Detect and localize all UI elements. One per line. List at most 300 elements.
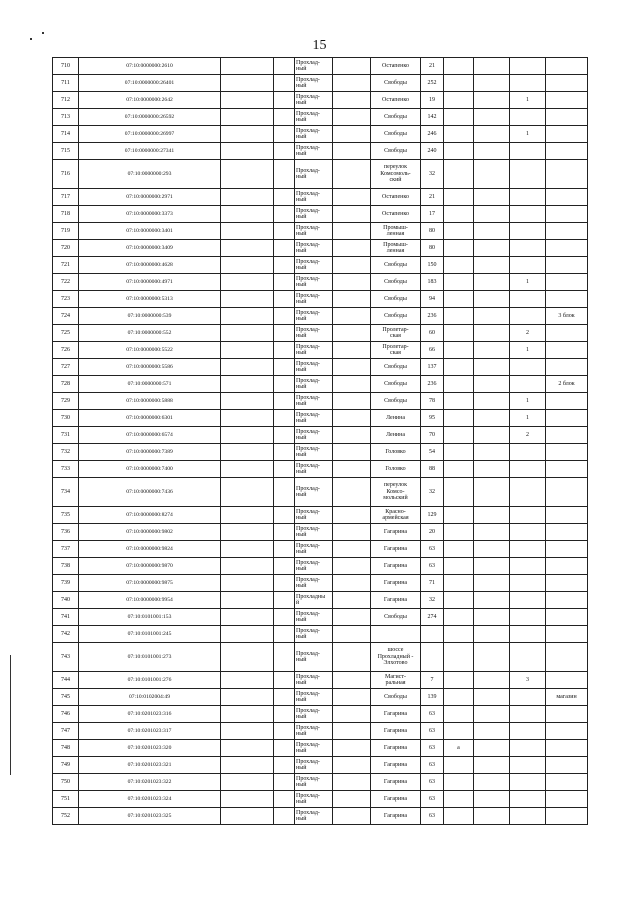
empty-cell: [221, 689, 274, 706]
locality-cell: Прохлад- ный: [295, 359, 333, 376]
locality-cell: Прохлад- ный: [295, 160, 333, 189]
empty-cell: [221, 592, 274, 609]
cadastral-number-cell: 07:10:0000000:2642: [79, 92, 221, 109]
street-cell: Гагарина: [371, 524, 421, 541]
empty-cell: [474, 427, 510, 444]
empty-cell: [474, 291, 510, 308]
table-row: [53, 444, 588, 461]
locality-cell: Прохлад- ный: [295, 274, 333, 291]
empty-cell: [333, 689, 371, 706]
street-cell: Остапенко: [371, 92, 421, 109]
letter-cell: [444, 541, 474, 558]
cadastral-number-cell: 07:10:0201023:320: [79, 740, 221, 757]
locality-cell: Прохлад- ный: [295, 723, 333, 740]
row-number-cell: 744: [53, 672, 79, 689]
row-number-cell: 724: [53, 308, 79, 325]
row-number-cell: 715: [53, 143, 79, 160]
count-cell: [510, 757, 546, 774]
empty-cell: [274, 189, 295, 206]
empty-cell: [274, 359, 295, 376]
scan-mark: [42, 32, 44, 34]
count-cell: [510, 478, 546, 507]
house-number-cell: 60: [421, 325, 444, 342]
empty-cell: [221, 75, 274, 92]
note-cell: [546, 791, 588, 808]
empty-cell: [221, 626, 274, 643]
street-cell: Гагарина: [371, 575, 421, 592]
note-cell: [546, 274, 588, 291]
house-number-cell: 63: [421, 808, 444, 825]
letter-cell: [444, 189, 474, 206]
empty-cell: [474, 393, 510, 410]
count-cell: [510, 609, 546, 626]
row-number-cell: 735: [53, 507, 79, 524]
letter-cell: [444, 109, 474, 126]
cadastral-number-cell: 07:10:0201023:324: [79, 791, 221, 808]
letter-cell: [444, 291, 474, 308]
house-number-cell: 63: [421, 558, 444, 575]
empty-cell: [474, 75, 510, 92]
note-cell: [546, 393, 588, 410]
locality-cell: Прохлад- ный: [295, 257, 333, 274]
empty-cell: [333, 92, 371, 109]
empty-cell: [274, 240, 295, 257]
table-row: [53, 58, 588, 75]
empty-cell: [274, 757, 295, 774]
empty-cell: [474, 791, 510, 808]
letter-cell: [444, 791, 474, 808]
empty-cell: [474, 376, 510, 393]
table-row: [53, 592, 588, 609]
empty-cell: [474, 592, 510, 609]
street-cell: Остапенко: [371, 189, 421, 206]
house-number-cell: 95: [421, 410, 444, 427]
row-number-cell: 716: [53, 160, 79, 189]
empty-cell: [274, 461, 295, 478]
count-cell: [510, 308, 546, 325]
row-number-cell: 740: [53, 592, 79, 609]
cadastral-number-cell: 07:10:0000000:4628: [79, 257, 221, 274]
note-cell: [546, 444, 588, 461]
cadastral-number-cell: 07:10:0000000:7400: [79, 461, 221, 478]
cadastral-number-cell: 07:10:0000000:26997: [79, 126, 221, 143]
empty-cell: [474, 575, 510, 592]
count-cell: [510, 461, 546, 478]
house-number-cell: 236: [421, 376, 444, 393]
empty-cell: [333, 376, 371, 393]
empty-cell: [333, 808, 371, 825]
street-cell: Ленина: [371, 410, 421, 427]
house-number-cell: 70: [421, 427, 444, 444]
count-cell: [510, 291, 546, 308]
count-cell: 2: [510, 427, 546, 444]
row-number-cell: 728: [53, 376, 79, 393]
row-number-cell: 749: [53, 757, 79, 774]
empty-cell: [274, 774, 295, 791]
empty-cell: [474, 740, 510, 757]
note-cell: [546, 461, 588, 478]
empty-cell: [274, 808, 295, 825]
table-row: [53, 189, 588, 206]
locality-cell: Прохлад- ный: [295, 143, 333, 160]
house-number-cell: 63: [421, 723, 444, 740]
cadastral-number-cell: 07:10:0000000:2610: [79, 58, 221, 75]
count-cell: [510, 740, 546, 757]
empty-cell: [274, 410, 295, 427]
house-number-cell: 139: [421, 689, 444, 706]
empty-cell: [274, 626, 295, 643]
table-row: [53, 126, 588, 143]
letter-cell: [444, 75, 474, 92]
street-cell: Гагарина: [371, 706, 421, 723]
empty-cell: [274, 541, 295, 558]
house-number-cell: 32: [421, 478, 444, 507]
street-cell: Гагарина: [371, 774, 421, 791]
street-cell: Свободы: [371, 75, 421, 92]
empty-cell: [274, 706, 295, 723]
note-cell: [546, 723, 588, 740]
empty-cell: [221, 376, 274, 393]
row-number-cell: 729: [53, 393, 79, 410]
empty-cell: [474, 609, 510, 626]
note-cell: [546, 189, 588, 206]
house-number-cell: 274: [421, 609, 444, 626]
empty-cell: [474, 126, 510, 143]
table-row: [53, 274, 588, 291]
note-cell: [546, 126, 588, 143]
table-row: [53, 410, 588, 427]
page-number: 15: [312, 38, 327, 53]
count-cell: [510, 75, 546, 92]
locality-cell: Прохлад- ный: [295, 609, 333, 626]
empty-cell: [474, 342, 510, 359]
cadastral-number-cell: 07:10:0000000:3401: [79, 223, 221, 240]
table-row: [53, 575, 588, 592]
empty-cell: [221, 427, 274, 444]
empty-cell: [221, 223, 274, 240]
empty-cell: [333, 143, 371, 160]
empty-cell: [274, 126, 295, 143]
house-number-cell: 17: [421, 206, 444, 223]
table-row: [53, 223, 588, 240]
cadastral-number-cell: 07:10:0000000:2971: [79, 189, 221, 206]
cadastral-number-cell: 07:10:0000000:7389: [79, 444, 221, 461]
empty-cell: [274, 393, 295, 410]
table-row: [53, 342, 588, 359]
cadastral-number-cell: 07:10:0101001:153: [79, 609, 221, 626]
empty-cell: [333, 109, 371, 126]
table-row: [53, 774, 588, 791]
note-cell: [546, 143, 588, 160]
count-cell: [510, 444, 546, 461]
row-number-cell: 739: [53, 575, 79, 592]
count-cell: 1: [510, 410, 546, 427]
cadastral-number-cell: 07:10:0102004:49: [79, 689, 221, 706]
note-cell: [546, 672, 588, 689]
empty-cell: [474, 189, 510, 206]
note-cell: [546, 342, 588, 359]
cadastral-number-cell: 07:10:0000000:9824: [79, 541, 221, 558]
locality-cell: Прохлад- ный: [295, 126, 333, 143]
letter-cell: [444, 558, 474, 575]
row-number-cell: 747: [53, 723, 79, 740]
street-cell: Пролетар- ская: [371, 325, 421, 342]
locality-cell: Прохлад- ный: [295, 706, 333, 723]
empty-cell: [274, 672, 295, 689]
empty-cell: [274, 723, 295, 740]
house-number-cell: 150: [421, 257, 444, 274]
empty-cell: [333, 626, 371, 643]
table-row: [53, 524, 588, 541]
locality-cell: Прохлад- ный: [295, 757, 333, 774]
locality-cell: Прохлад- ный: [295, 109, 333, 126]
locality-cell: Прохлад- ный: [295, 791, 333, 808]
empty-cell: [221, 808, 274, 825]
empty-cell: [474, 689, 510, 706]
cadastral-number-cell: 07:10:0000000:8274: [79, 507, 221, 524]
locality-cell: Прохлад- ный: [295, 689, 333, 706]
row-number-cell: 725: [53, 325, 79, 342]
row-number-cell: 750: [53, 774, 79, 791]
locality-cell: Прохлад- ный: [295, 75, 333, 92]
note-cell: [546, 808, 588, 825]
note-cell: [546, 325, 588, 342]
empty-cell: [221, 240, 274, 257]
letter-cell: [444, 126, 474, 143]
empty-cell: [274, 342, 295, 359]
table-row: [53, 689, 588, 706]
count-cell: [510, 774, 546, 791]
house-number-cell: 7: [421, 672, 444, 689]
empty-cell: [221, 126, 274, 143]
empty-cell: [333, 791, 371, 808]
empty-cell: [474, 706, 510, 723]
row-number-cell: 732: [53, 444, 79, 461]
cadastral-number-cell: 07:10:0000000:26401: [79, 75, 221, 92]
row-number-cell: 723: [53, 291, 79, 308]
table-row: [53, 325, 588, 342]
cadastral-number-cell: 07:10:0000000:5313: [79, 291, 221, 308]
table-row: [53, 461, 588, 478]
scan-mark: [30, 38, 32, 40]
house-number-cell: 137: [421, 359, 444, 376]
count-cell: [510, 206, 546, 223]
empty-cell: [474, 359, 510, 376]
locality-cell: Прохлад- ный: [295, 410, 333, 427]
empty-cell: [474, 757, 510, 774]
row-number-cell: 734: [53, 478, 79, 507]
street-cell: Гагарина: [371, 592, 421, 609]
empty-cell: [274, 740, 295, 757]
locality-cell: Прохлад- ный: [295, 507, 333, 524]
count-cell: [510, 143, 546, 160]
row-number-cell: 743: [53, 643, 79, 672]
table-row: [53, 609, 588, 626]
locality-cell: Прохлад- ный: [295, 223, 333, 240]
street-cell: Пролетар- ская: [371, 342, 421, 359]
table-row: [53, 160, 588, 189]
note-cell: [546, 706, 588, 723]
letter-cell: [444, 672, 474, 689]
letter-cell: [444, 206, 474, 223]
street-cell: Свободы: [371, 393, 421, 410]
empty-cell: [474, 507, 510, 524]
table-row: [53, 541, 588, 558]
house-number-cell: 142: [421, 109, 444, 126]
note-cell: [546, 740, 588, 757]
empty-cell: [274, 206, 295, 223]
count-cell: [510, 58, 546, 75]
letter-cell: [444, 478, 474, 507]
empty-cell: [474, 558, 510, 575]
letter-cell: [444, 592, 474, 609]
empty-cell: [221, 143, 274, 160]
letter-cell: [444, 689, 474, 706]
note-cell: [546, 575, 588, 592]
table-row: [53, 723, 588, 740]
row-number-cell: 727: [53, 359, 79, 376]
table-row: [53, 308, 588, 325]
row-number-cell: 737: [53, 541, 79, 558]
row-number-cell: 713: [53, 109, 79, 126]
empty-cell: [221, 206, 274, 223]
street-cell: Свободы: [371, 257, 421, 274]
row-number-cell: 730: [53, 410, 79, 427]
letter-cell: [444, 325, 474, 342]
street-cell: Свободы: [371, 274, 421, 291]
empty-cell: [474, 92, 510, 109]
table-row: [53, 109, 588, 126]
count-cell: [510, 160, 546, 189]
house-number-cell: 54: [421, 444, 444, 461]
table-row: [53, 558, 588, 575]
note-cell: [546, 359, 588, 376]
empty-cell: [221, 461, 274, 478]
row-number-cell: 714: [53, 126, 79, 143]
house-number-cell: 246: [421, 126, 444, 143]
cadastral-number-cell: 07:10:0101001:276: [79, 672, 221, 689]
empty-cell: [474, 643, 510, 672]
row-number-cell: 738: [53, 558, 79, 575]
cadastral-number-cell: 07:10:0101001:245: [79, 626, 221, 643]
empty-cell: [221, 740, 274, 757]
count-cell: [510, 808, 546, 825]
empty-cell: [274, 592, 295, 609]
empty-cell: [221, 410, 274, 427]
locality-cell: Прохлад- ный: [295, 558, 333, 575]
empty-cell: [333, 206, 371, 223]
empty-cell: [221, 672, 274, 689]
empty-cell: [333, 410, 371, 427]
empty-cell: [221, 291, 274, 308]
empty-cell: [474, 58, 510, 75]
letter-cell: [444, 223, 474, 240]
empty-cell: [333, 75, 371, 92]
note-cell: [546, 291, 588, 308]
house-number-cell: 63: [421, 791, 444, 808]
table-row: [53, 92, 588, 109]
note-cell: [546, 478, 588, 507]
empty-cell: [221, 507, 274, 524]
empty-cell: [474, 444, 510, 461]
empty-cell: [474, 223, 510, 240]
cadastral-number-cell: 07:10:0000000:571: [79, 376, 221, 393]
row-number-cell: 717: [53, 189, 79, 206]
count-cell: [510, 541, 546, 558]
count-cell: [510, 706, 546, 723]
cadastral-number-cell: 07:10:0201023:322: [79, 774, 221, 791]
street-cell: переулок Комсо- мольский: [371, 478, 421, 507]
empty-cell: [333, 507, 371, 524]
letter-cell: [444, 444, 474, 461]
locality-cell: Прохлад- ный: [295, 575, 333, 592]
locality-cell: Прохлад- ный: [295, 774, 333, 791]
note-cell: [546, 592, 588, 609]
count-cell: [510, 507, 546, 524]
letter-cell: [444, 58, 474, 75]
count-cell: [510, 257, 546, 274]
letter-cell: [444, 427, 474, 444]
table-body: [53, 58, 588, 825]
cadastral-number-cell: 07:10:0201023:325: [79, 808, 221, 825]
note-cell: [546, 757, 588, 774]
cadastral-number-cell: 07:10:0101001:273: [79, 643, 221, 672]
empty-cell: [333, 257, 371, 274]
house-number-cell: 236: [421, 308, 444, 325]
count-cell: [510, 223, 546, 240]
empty-cell: [333, 189, 371, 206]
empty-cell: [221, 757, 274, 774]
table-row: [53, 791, 588, 808]
street-cell: Магист- ральная: [371, 672, 421, 689]
empty-cell: [221, 478, 274, 507]
empty-cell: [474, 206, 510, 223]
count-cell: [510, 626, 546, 643]
empty-cell: [221, 706, 274, 723]
empty-cell: [274, 507, 295, 524]
empty-cell: [333, 740, 371, 757]
row-number-cell: 711: [53, 75, 79, 92]
table-row: [53, 75, 588, 92]
locality-cell: Прохлад- ный: [295, 478, 333, 507]
count-cell: 1: [510, 274, 546, 291]
count-cell: [510, 189, 546, 206]
cadastral-number-cell: 07:10:0000000:9870: [79, 558, 221, 575]
empty-cell: [221, 109, 274, 126]
table-row: [53, 643, 588, 672]
house-number-cell: 21: [421, 58, 444, 75]
empty-cell: [221, 92, 274, 109]
empty-cell: [333, 774, 371, 791]
count-cell: [510, 558, 546, 575]
letter-cell: [444, 393, 474, 410]
row-number-cell: 719: [53, 223, 79, 240]
house-number-cell: 71: [421, 575, 444, 592]
cadastral-number-cell: 07:10:0000000:6301: [79, 410, 221, 427]
street-cell: Ленина: [371, 427, 421, 444]
locality-cell: Прохладны й: [295, 592, 333, 609]
table-row: [53, 206, 588, 223]
empty-cell: [221, 558, 274, 575]
row-number-cell: 736: [53, 524, 79, 541]
note-cell: [546, 206, 588, 223]
note-cell: [546, 58, 588, 75]
empty-cell: [333, 558, 371, 575]
empty-cell: [274, 92, 295, 109]
count-cell: [510, 689, 546, 706]
note-cell: [546, 558, 588, 575]
cadastral-number-cell: 07:10:0000000:27341: [79, 143, 221, 160]
